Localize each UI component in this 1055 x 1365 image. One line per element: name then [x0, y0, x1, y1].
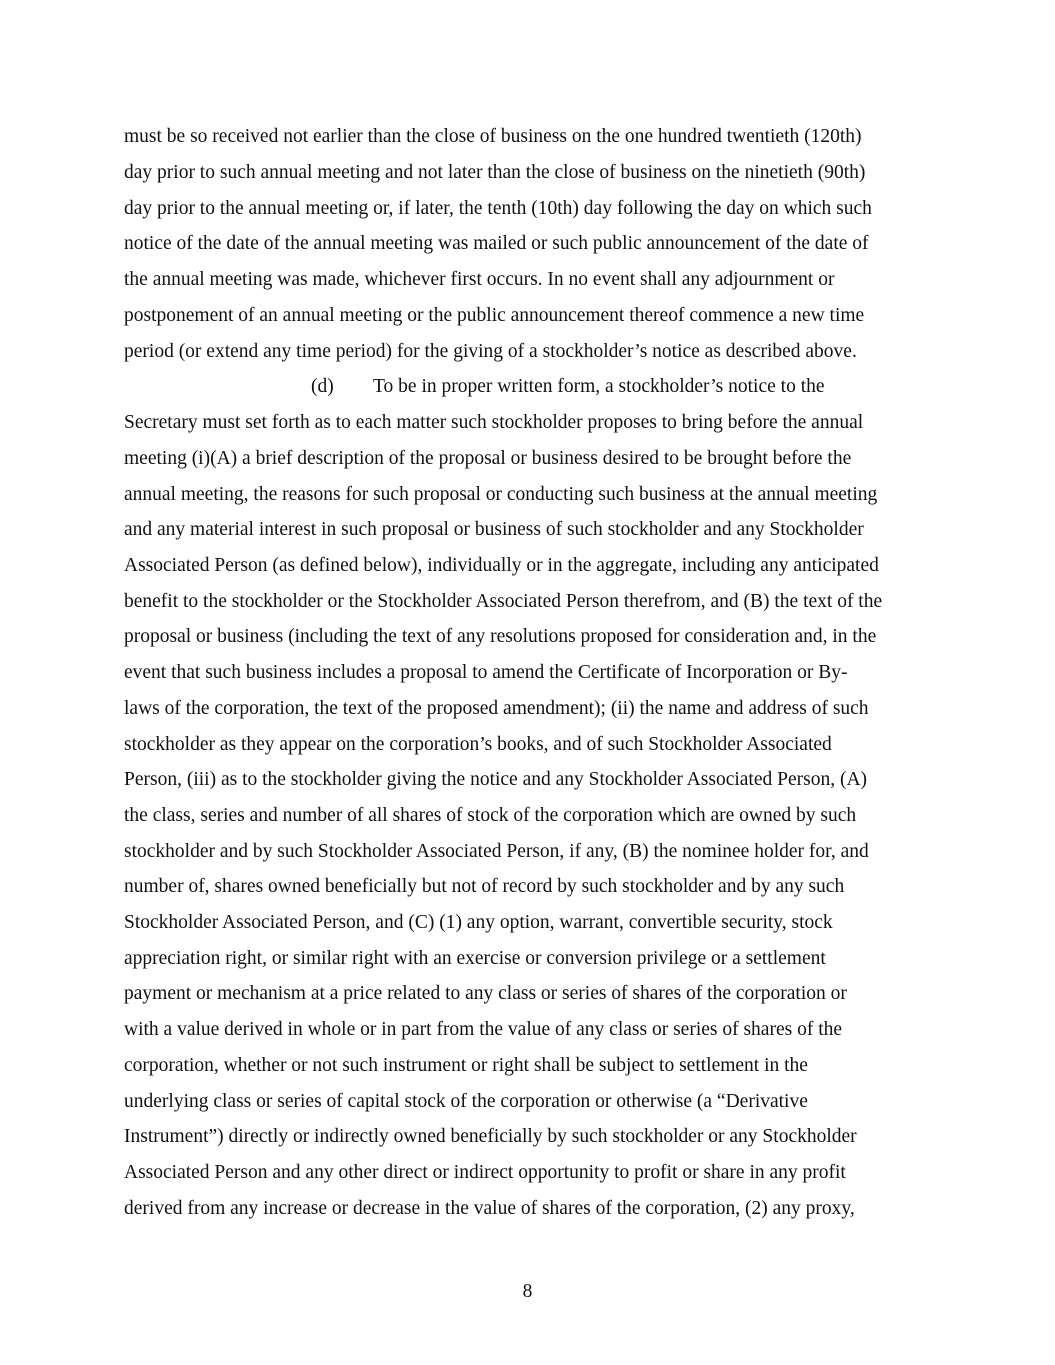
page-number: 8 [522, 1281, 533, 1302]
text-line: postponement of an annual meeting or the public announcement thereof commence a new time [124, 305, 865, 326]
text-line: benefit to the stockholder or the Stockholder Associated Person therefrom, and (B) the text of the [124, 591, 883, 612]
text-line: corporation, whether or not such instrument or right shall be subject to settlement in the [124, 1055, 808, 1076]
text-line: with a value derived in whole or in part from the value of any class or series of shares of the [124, 1019, 843, 1040]
text-line: period (or extend any time period) for the giving of a stockholder’s notice as described above. [124, 341, 857, 362]
text-line: number of, shares owned beneficially but not of record by such stockholder and by any such [124, 876, 845, 897]
text-line: laws of the corporation, the text of the proposed amendment); (ii) the name and address of such [124, 698, 869, 719]
text-line: Associated Person (as defined below), individually or in the aggregate, including any anticipated [124, 555, 879, 576]
text-line: stockholder as they appear on the corporation’s books, and of such Stockholder Associated [124, 734, 832, 755]
text-line: day prior to such annual meeting and not later than the close of business on the ninetieth (90th) [124, 162, 866, 183]
text-line: the annual meeting was made, whichever first occurs. In no event shall any adjournment or [124, 269, 835, 290]
paragraph-marker: (d) [311, 376, 334, 397]
text-line: proposal or business (including the text of any resolutions proposed for consideration and, in the [124, 626, 877, 647]
text-line: Associated Person and any other direct or indirect opportunity to profit or share in any profit [124, 1162, 846, 1183]
text-line: Stockholder Associated Person, and (C) (1) any option, warrant, convertible security, stock [124, 912, 833, 933]
text-line: notice of the date of the annual meeting was mailed or such public announcement of the date of [124, 233, 869, 254]
text-line: stockholder and by such Stockholder Associated Person, if any, (B) the nominee holder for, and [124, 841, 869, 862]
paragraph-d-first-line [311, 375, 825, 399]
text-line: Person, (iii) as to the stockholder giving the notice and any Stockholder Associated Person, (A) [124, 769, 868, 790]
text-line: payment or mechanism at a price related to any class or series of shares of the corporation or [124, 983, 847, 1004]
text-line: appreciation right, or similar right with an exercise or conversion privilege or a settlement [124, 948, 826, 969]
text-line: derived from any increase or decrease in the value of shares of the corporation, (2) any proxy, [124, 1198, 855, 1219]
paragraph-d-lead-text: To be in proper written form, a stockholder’s notice to the [373, 376, 825, 397]
text-line: must be so received not earlier than the close of business on the one hundred twentieth (120th) [124, 126, 862, 147]
text-line: the class, series and number of all shares of stock of the corporation which are owned by such [124, 805, 857, 826]
text-line: underlying class or series of capital stock of the corporation or otherwise (a “Derivative [124, 1091, 808, 1112]
text-line: Instrument”) directly or indirectly owned beneficially by such stockholder or any Stockholder [124, 1126, 857, 1147]
text-line: annual meeting, the reasons for such proposal or conducting such business at the annual meeting [124, 484, 878, 505]
text-line: Secretary must set forth as to each matter such stockholder proposes to bring before the annual [124, 412, 864, 433]
text-line: and any material interest in such proposal or business of such stockholder and any Stockholder [124, 519, 864, 540]
text-line: meeting (i)(A) a brief description of the proposal or business desired to be brought before the [124, 448, 852, 469]
text-line: event that such business includes a proposal to amend the Certificate of Incorporation or By- [124, 662, 848, 683]
text-line: day prior to the annual meeting or, if later, the tenth (10th) day following the day on which such [124, 198, 872, 219]
